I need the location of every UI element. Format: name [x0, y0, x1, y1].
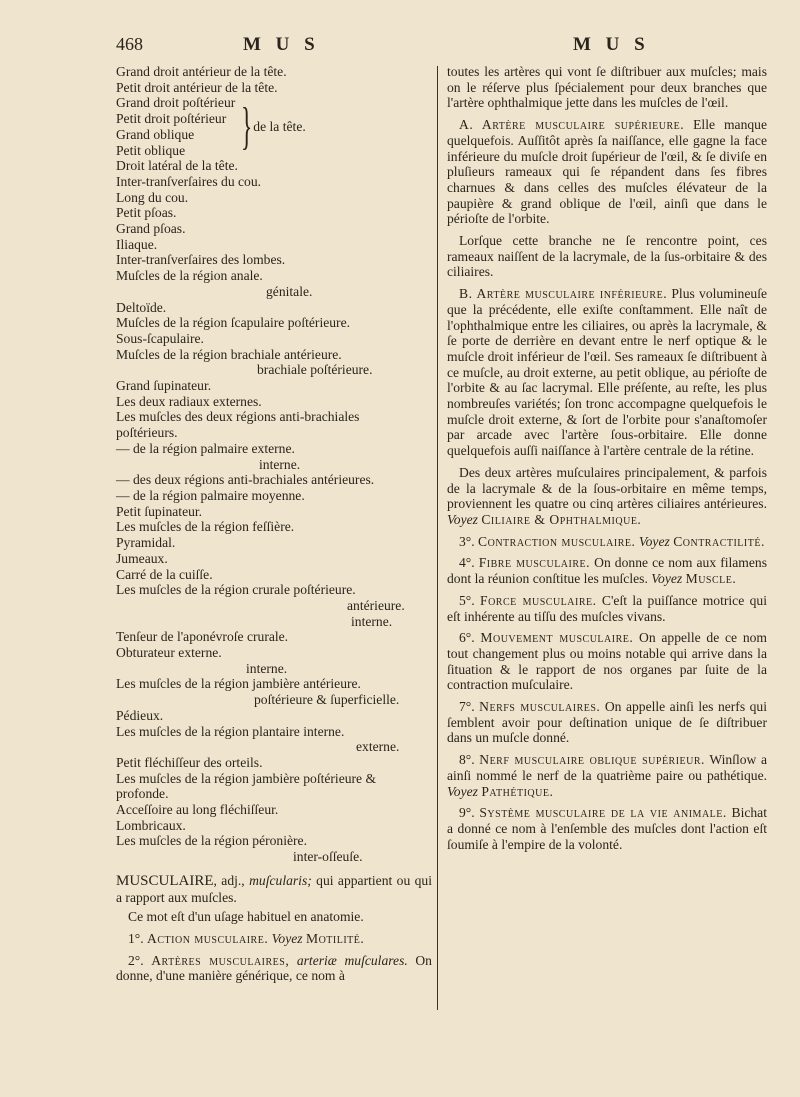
bracket-lines	[116, 95, 235, 158]
list-line: Lombricaux.	[116, 817, 186, 833]
list-line: Les muſcles de la région crurale poſtérieure.	[116, 582, 356, 598]
list-line: — de la région palmaire externe.	[116, 440, 295, 456]
entry-headword: MUSCULAIRE	[116, 872, 214, 889]
list-line: Droit latéral de la tête.	[116, 158, 238, 174]
list-line: externe.	[356, 739, 400, 755]
list-line: Grand droit poſtérieur	[116, 95, 236, 111]
page-number: 468	[116, 34, 143, 54]
running-title-left: M U S	[243, 34, 320, 55]
entry-usage: Ce mot eſt d'un uſage habituel en anatomie.	[128, 909, 364, 925]
list-line: antérieure.	[347, 597, 405, 613]
item-3: 3°. Contraction musculaire. Voyez Contractilité.	[459, 533, 765, 549]
paragraph-deux: Des deux artères muſculaires principalement, & parfois de la lacrymale & de la ſous-orbitaire en même temps, proviennent les quatre ou cinq artères ciliaires antérieures. Voyez Ciliaire & Ophthalmique.	[447, 464, 767, 527]
item-7: 7°. Nerfs musculaires. On appelle ainſi les nerfs qui ſemblent avoir pour deſtination unique de ſe diſtribuer dans un muſcle donné.	[447, 699, 767, 746]
list-line: — des deux régions anti-brachiales antérieures.	[116, 472, 375, 488]
list-line: Petit fléchiſſeur des orteils.	[116, 754, 263, 770]
list-line: Pyramidal.	[116, 535, 176, 551]
muscle-list-c	[116, 378, 432, 457]
list-line: génitale.	[266, 283, 313, 299]
list-line: Muſcles de la région ſcapulaire poſtérieure.	[116, 315, 351, 331]
list-line: Petit ſupinateur.	[116, 503, 203, 519]
list-line: Grand droit antérieur de la tête.	[116, 64, 287, 79]
list-line: inter-oſſeuſe.	[293, 849, 363, 865]
list-line: Obturateur externe.	[116, 645, 222, 661]
list-line: Petit droit poſtérieur	[116, 111, 227, 127]
item-2: 2°. Artères musculaires, arteriæ muſculares. On donne, d'une manière générique, ce nom à	[116, 952, 432, 984]
list-line: Petit oblique	[116, 142, 186, 158]
list-line: Acceſſoire au long fléchiſſeur.	[116, 802, 279, 818]
paragraph-lorsque: Lorſque cette branche ne ſe rencontre point, ces rameaux naiſſent de la lacrymale, de la ſus-orbitaire & des ciliaires.	[447, 233, 767, 280]
bracket-group	[116, 95, 432, 158]
muscle-list-mid	[116, 158, 432, 284]
list-line: Muſcles de la région anale.	[116, 268, 263, 284]
list-line: poſtérieure & ſuperficielle.	[254, 692, 400, 708]
list-line: Inter-tranſverſaires du cou.	[116, 173, 262, 189]
list-line: Les muſcles de la région jambière antérieure.	[116, 676, 361, 692]
list-line: Les muſcles de la région jambière poſtérieure &	[116, 770, 377, 786]
brace-icon: }	[241, 97, 253, 155]
list-line: Grand pſoas.	[116, 221, 186, 237]
list-line: Carré de la cuiſſe.	[116, 566, 213, 582]
paragraph-intro: toutes les artères qui vont ſe diſtribuer aux muſcles; mais on le réſerve plus ſpécialement pour deux branches que l'artère ophthalmique jette dans les muſcles de l'œil.	[447, 64, 767, 111]
muscle-list-h	[116, 755, 432, 849]
muscle-list-d	[116, 472, 432, 598]
list-line: Iliaque.	[116, 236, 158, 252]
page-header	[0, 34, 800, 64]
list-line: Les muſcles de la région péronière.	[116, 833, 307, 849]
item-1: 1°. Action musculaire. Voyez Motilité.	[128, 930, 365, 946]
muscle-list-f	[116, 676, 432, 692]
entry-musculaire: MUSCULAIRE, adj., muſcularis; qui appartient ou qui a rapport aux muſcles.	[116, 872, 432, 905]
right-column	[447, 64, 767, 852]
list-line: brachiale poſtérieure.	[257, 362, 373, 378]
list-line: Les muſcles de la région plantaire interne.	[116, 723, 345, 739]
list-line: Long du cou.	[116, 189, 189, 205]
column-divider	[437, 66, 438, 1010]
list-line: Petit pſoas.	[116, 205, 177, 221]
list-line: Grand ſupinateur.	[116, 378, 212, 394]
list-line: Deltoïde.	[116, 299, 167, 315]
list-line: Sous-ſcapulaire.	[116, 330, 204, 346]
list-line: Pédieux.	[116, 707, 164, 723]
item-9: 9°. Système musculaire de la vie animale. Bichat a donné ce nom à l'enſemble des muſcles dont l'action eſt ſoumiſe à l'empire de la volonté.	[447, 805, 767, 852]
list-line: interne.	[246, 660, 288, 676]
item-5: 5°. Force musculaire. C'eſt la puiſſance motrice qui eſt inhérente au tiſſu des muſcles vivans.	[447, 592, 767, 624]
list-line: Les deux radiaux externes.	[116, 393, 262, 409]
list-line: Muſcles de la région brachiale antérieure.	[116, 346, 342, 362]
list-line: Grand oblique	[116, 126, 195, 142]
muscle-list-top	[116, 64, 432, 95]
list-line: poſtérieurs.	[116, 425, 178, 441]
left-column	[116, 64, 432, 984]
list-line: interne.	[259, 456, 301, 472]
paragraph-b: B. Artère musculaire inférieure. Plus volumineuſe que la précédente, elle exiſte conſtamment. Elle naît de l'ophthalmique entre les ciliaires, ou après la lacrymale, & ſe porte de derrière en devant entre le nerf optique & le muſcle droit inférieur de l'œil. Ses rameaux ſe diſtribuent à ce muſcle, au droit externe, au petit oblique, au périoſte de l'orbite & au ſac lacrymal. Elle préſente, au reſte, les plus nombreuſes variétés; ſon tronc accompagne quelquefois le muſcle droit externe, & ſort de l'orbite pour s'anaſtomoſer par arcade avec l'artère ſous-orbitaire. Elle donne quelquefois auſſi naiſſance à l'artère centrale de la rétine.	[447, 286, 767, 459]
item-4: 4°. Fibre musculaire. On donne ce nom aux filamens dont la réunion conſtitue les muſcles. Voyez Muscle.	[447, 555, 767, 587]
item-8: 8°. Nerf musculaire oblique supérieur. Winſlow a ainſi nommé le nerf de la quatrième paire ou pathétique. Voyez Pathétique.	[447, 752, 767, 799]
item-6: 6°. Mouvement musculaire. On appelle de ce nom tout changement plus ou moins notable qui arrive dans la ſituation & le rapport de nos organes par ſuite de la contraction muſculaire.	[447, 630, 767, 693]
muscle-list-g	[116, 708, 432, 739]
list-line: Tenſeur de l'aponévroſe crurale.	[116, 629, 289, 645]
muscle-list-e	[116, 629, 432, 660]
running-title-right: M U S	[573, 34, 650, 55]
muscle-list-b	[116, 300, 432, 363]
list-line: profonde.	[116, 786, 169, 802]
list-line: — de la région palmaire moyenne.	[116, 487, 305, 503]
list-line: Jumeaux.	[116, 550, 168, 566]
list-line: Inter-tranſverſaires des lombes.	[116, 252, 286, 268]
list-line: Petit droit antérieur de la tête.	[116, 79, 278, 95]
list-line: interne.	[351, 613, 393, 629]
bracket-label: de la tête.	[253, 118, 306, 134]
list-line: Les muſcles de la région feſſière.	[116, 519, 295, 535]
list-line: Les muſcles des deux régions anti-brachiales	[116, 409, 360, 425]
paragraph-a: A. Artère musculaire supérieure. Elle manque quelquefois. Auſſitôt après ſa naiſſance, elle gagne la face inférieure du muſcle droit ſupérieur de l'œil, & ſe diviſe en pluſieurs rameaux qui ſe répandent dans ſes fibres charnues & dans celles des muſcles élévateur de la paupière & grand oblique de l'œil, ainſi que dans le périoſte de l'orbite.	[447, 117, 767, 227]
